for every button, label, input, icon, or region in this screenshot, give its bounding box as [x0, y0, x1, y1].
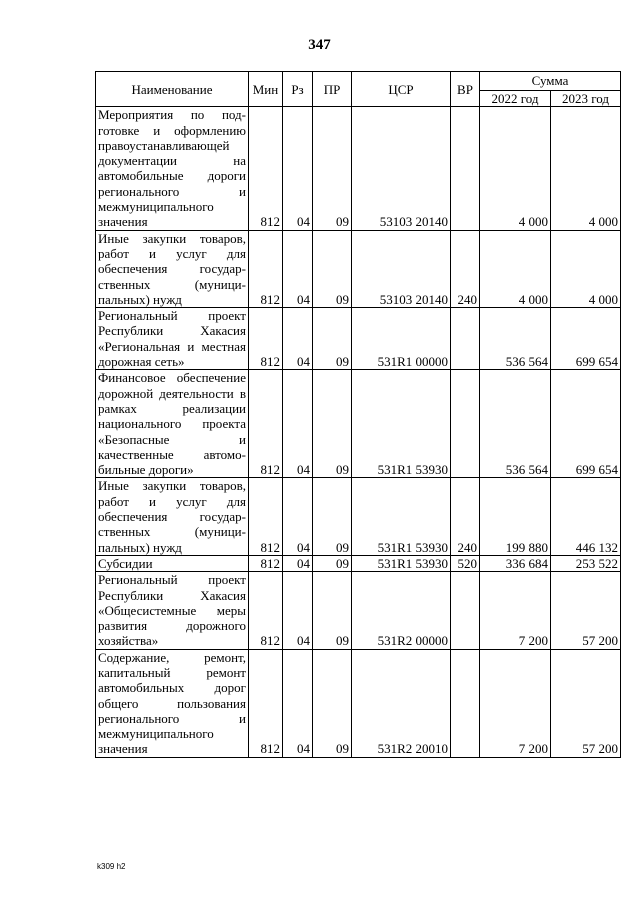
row-pr: 09 — [313, 478, 352, 555]
row-csr: 531R1 53930 — [352, 478, 451, 555]
row-rz: 04 — [283, 572, 313, 649]
row-name: Иные закупки товаров, работ и услуг для обеспечения государственных (муниципальных) нужд — [96, 478, 249, 555]
row-csr: 531R1 00000 — [352, 308, 451, 370]
row-pr: 09 — [313, 370, 352, 478]
row-csr: 531R1 53930 — [352, 370, 451, 478]
row-csr: 531R2 00000 — [352, 572, 451, 649]
row-pr: 09 — [313, 649, 352, 757]
row-min: 812 — [249, 107, 283, 230]
header-rz: Рз — [283, 72, 313, 107]
row-sum-2022: 536 564 — [480, 370, 551, 478]
row-rz: 04 — [283, 649, 313, 757]
row-rz: 04 — [283, 478, 313, 555]
row-sum-2023: 57 200 — [551, 572, 621, 649]
header-name: Наименование — [96, 72, 249, 107]
row-sum-2023: 253 522 — [551, 555, 621, 571]
header-pr: ПР — [313, 72, 352, 107]
row-sum-2022: 4 000 — [480, 107, 551, 230]
row-name: Субсидии — [96, 555, 249, 571]
row-vr: 240 — [451, 478, 480, 555]
row-min: 812 — [249, 649, 283, 757]
table-row — [96, 308, 621, 370]
row-rz: 04 — [283, 308, 313, 370]
row-name: Мероприятия по подготовке и оформлению правоустанавливающей документации на автомобильные дороги регионального и межмуниципального значения — [96, 107, 249, 230]
row-sum-2023: 4 000 — [551, 230, 621, 307]
row-min: 812 — [249, 308, 283, 370]
row-sum-2022: 336 684 — [480, 555, 551, 571]
row-vr — [451, 308, 480, 370]
row-pr: 09 — [313, 107, 352, 230]
row-vr — [451, 649, 480, 757]
row-csr: 531R1 53930 — [352, 555, 451, 571]
row-min: 812 — [249, 478, 283, 555]
row-min: 812 — [249, 572, 283, 649]
row-rz: 04 — [283, 230, 313, 307]
row-name: Иные закупки товаров, работ и услуг для обеспечения государственных (муниципальных) нужд — [96, 230, 249, 307]
row-sum-2023: 699 654 — [551, 308, 621, 370]
table-row — [96, 572, 621, 649]
row-sum-2022: 199 880 — [480, 478, 551, 555]
row-csr: 531R2 20010 — [352, 649, 451, 757]
row-vr — [451, 370, 480, 478]
row-sum-2022: 7 200 — [480, 572, 551, 649]
table-row — [96, 649, 621, 757]
row-vr — [451, 107, 480, 230]
row-sum-2023: 4 000 — [551, 107, 621, 230]
row-sum-2022: 7 200 — [480, 649, 551, 757]
row-csr: 53103 20140 — [352, 230, 451, 307]
table-row — [96, 107, 621, 230]
table-row — [96, 478, 621, 555]
row-sum-2022: 536 564 — [480, 308, 551, 370]
row-vr — [451, 572, 480, 649]
table-row — [96, 370, 621, 478]
header-min: Мин — [249, 72, 283, 107]
table-row — [96, 555, 621, 571]
row-name: Региональный проект Республики Хакасия «Общесистемные меры развития дорожного хозяйства» — [96, 572, 249, 649]
row-min: 812 — [249, 370, 283, 478]
row-sum-2023: 57 200 — [551, 649, 621, 757]
document-code: k309 h2 — [97, 862, 126, 871]
row-min: 812 — [249, 555, 283, 571]
row-sum-2023: 446 132 — [551, 478, 621, 555]
row-pr: 09 — [313, 572, 352, 649]
header-vr: ВР — [451, 72, 480, 107]
row-sum-2022: 4 000 — [480, 230, 551, 307]
row-name: Региональный проект Республики Хакасия «Региональная и местная дорожная сеть» — [96, 308, 249, 370]
row-name: Содержание, ремонт, капитальный ремонт автомобильных дорог общего пользования регионального и межмуниципального значения — [96, 649, 249, 757]
header-year-2022: 2022 год — [480, 91, 551, 107]
table-row — [96, 230, 621, 307]
row-csr: 53103 20140 — [352, 107, 451, 230]
row-pr: 09 — [313, 308, 352, 370]
row-pr: 09 — [313, 555, 352, 571]
row-vr: 520 — [451, 555, 480, 571]
budget-table — [95, 71, 621, 758]
header-sum: Сумма — [480, 72, 621, 91]
header-csr: ЦСР — [352, 72, 451, 107]
row-name: Финансовое обеспечение дорожной деятельности в рамках реализации национального проекта «Безопасные и качественные автомобильные дороги» — [96, 370, 249, 478]
row-rz: 04 — [283, 555, 313, 571]
row-min: 812 — [249, 230, 283, 307]
page-number: 347 — [308, 37, 331, 53]
row-sum-2023: 699 654 — [551, 370, 621, 478]
row-rz: 04 — [283, 107, 313, 230]
row-pr: 09 — [313, 230, 352, 307]
row-rz: 04 — [283, 370, 313, 478]
row-vr: 240 — [451, 230, 480, 307]
header-year-2023: 2023 год — [551, 91, 621, 107]
